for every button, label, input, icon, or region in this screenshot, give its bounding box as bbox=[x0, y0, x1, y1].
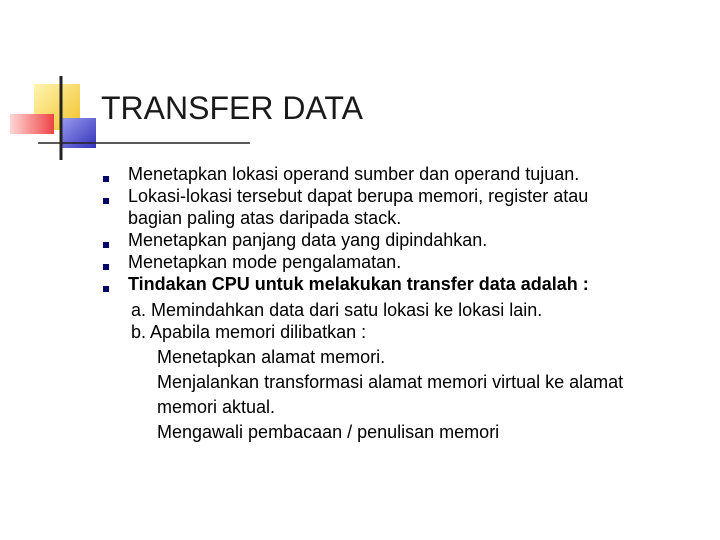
bullet-text-2: Lokasi-lokasi tersebut dapat berupa memori, register atau bbox=[128, 186, 589, 206]
bullet-2 bbox=[103, 198, 109, 204]
sub-sub-item-2-cont: memori aktual. bbox=[157, 397, 276, 417]
sub-item-b: b. Apabila memori dilibatkan : bbox=[131, 322, 367, 342]
sub-sub-item-3: Mengawali pembacaan / penulisan memori bbox=[157, 422, 500, 442]
bullet-text-2-cont: bagian paling atas daripada stack. bbox=[128, 208, 402, 228]
bullet-5 bbox=[103, 286, 109, 292]
sub-item-a: a. Memindahkan data dari satu lokasi ke lokasi lain. bbox=[131, 300, 543, 320]
bullet-text-3: Menetapkan panjang data yang dipindahkan. bbox=[128, 230, 488, 250]
bullet-4 bbox=[103, 264, 109, 270]
bullet-1 bbox=[103, 176, 109, 182]
sub-sub-item-1: Menetapkan alamat memori. bbox=[157, 347, 386, 367]
bullet-text-4: Menetapkan mode pengalamatan. bbox=[128, 252, 402, 272]
slide-title: TRANSFER DATA bbox=[101, 90, 363, 126]
bullet-3 bbox=[103, 242, 109, 248]
bullet-text-5: Tindakan CPU untuk melakukan transfer data adalah : bbox=[128, 274, 589, 294]
sub-sub-item-2: Menjalankan transformasi alamat memori virtual ke alamat bbox=[157, 372, 624, 392]
bullet-text-1: Menetapkan lokasi operand sumber dan operand tujuan. bbox=[128, 164, 580, 184]
